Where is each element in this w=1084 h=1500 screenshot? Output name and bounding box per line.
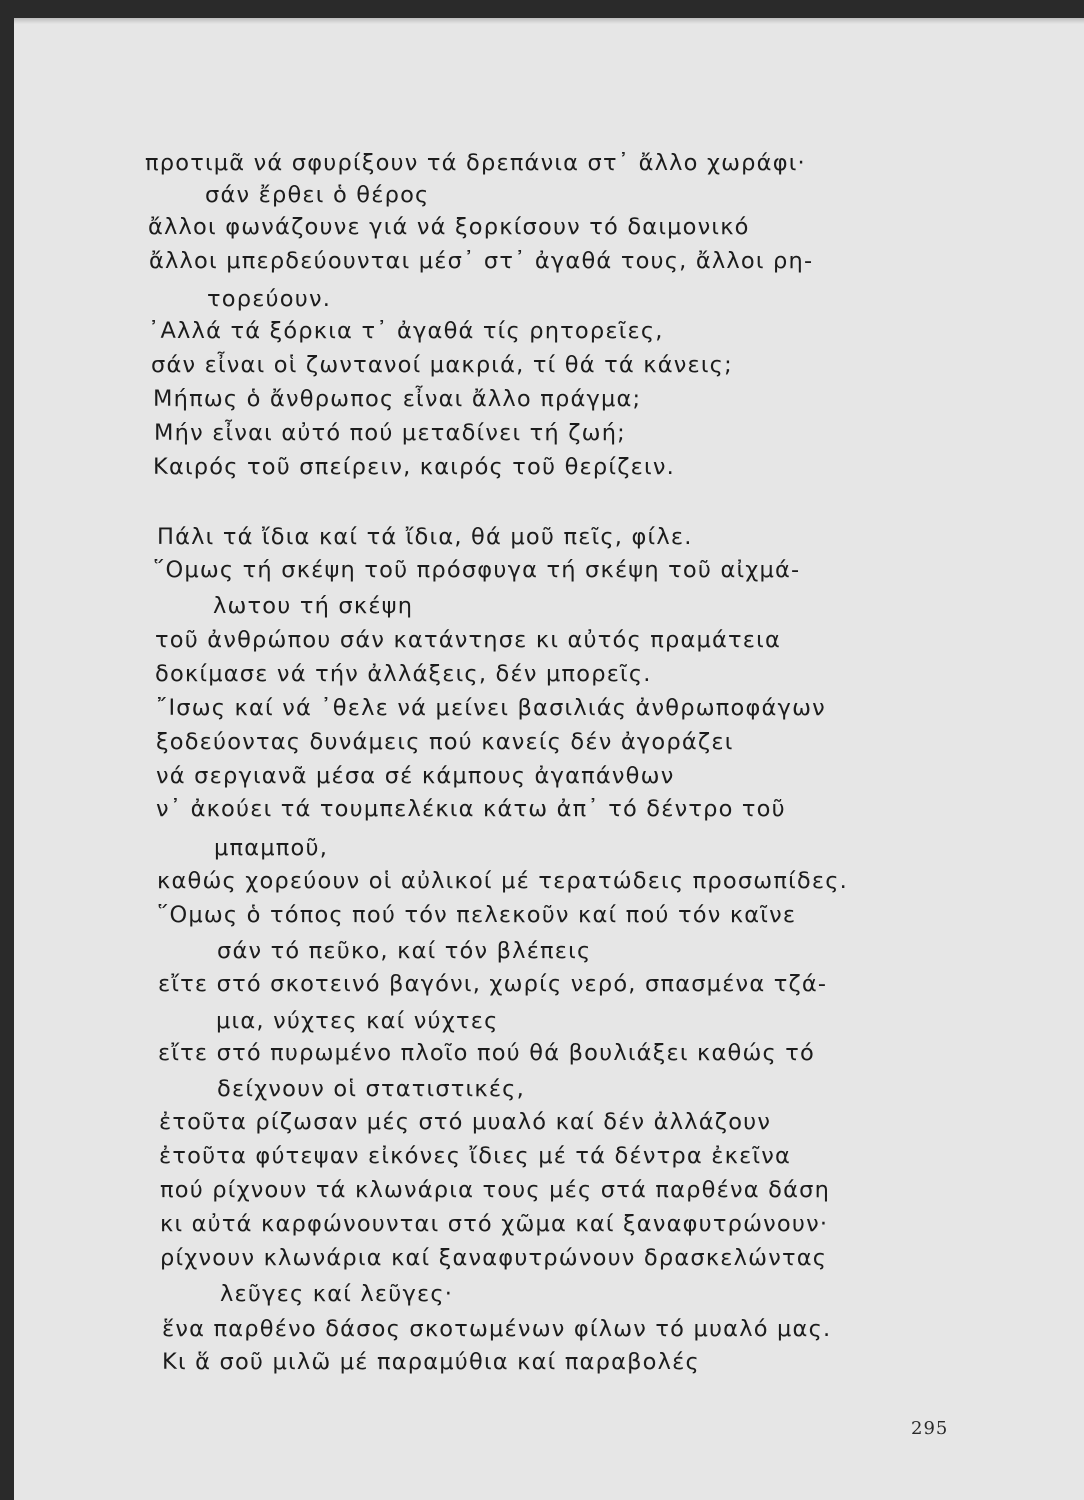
poem-line: μια, νύχτες καί νύχτες: [216, 1008, 499, 1034]
poem-line: ἐτοῦτα φύτεψαν εἰκόνες ἴδιες μέ τά δέντρα ἐκεῖνα: [159, 1143, 792, 1169]
poem-line: Μήν εἶναι αὐτό πού μεταδίνει τή ζωή;: [154, 420, 626, 446]
poem-line: δοκίμασε νά τήν ἀλλάξεις, δέν μπορεῖς.: [155, 661, 652, 687]
poem-line: σάν ἔρθει ὁ θέρος: [205, 182, 430, 208]
poem-line: πού ρίχνουν τά κλωνάρια τους μές στά παρθένα δάση: [160, 1177, 831, 1203]
poem-line: Μήπως ὁ ἄνθρωπος εἶναι ἄλλο πράγμα;: [153, 386, 642, 412]
poem-line: ν᾽ ἀκούει τά τουμπελέκια κάτω ἀπ᾽ τό δέντρο τοῦ: [156, 796, 786, 822]
poem-line: καθώς χορεύουν οἱ αὐλικοί μέ τερατώδεις προσωπίδες.: [157, 868, 848, 894]
poem-line: ξοδεύοντας δυνάμεις πού κανείς δέν ἀγοράζει: [156, 729, 734, 755]
poem-line: εἴτε στό σκοτεινό βαγόνι, χωρίς νερό, σπασμένα τζά-: [158, 971, 828, 997]
poem-line: νά σεργιανᾶ μέσα σέ κάμπους ἀγαπάνθων: [156, 763, 675, 789]
poem-line: ἄλλοι φωνάζουνε γιά νά ξορκίσουν τό δαιμονικό: [148, 214, 750, 240]
poem-line: ἐτοῦτα ρίζωσαν μές στό μυαλό καί δέν ἀλλάζουν: [159, 1109, 772, 1135]
poem-line: τορεύουν.: [207, 286, 332, 312]
poem-line: κι αὐτά καρφώνουνται στό χῶμα καί ξαναφυτρώνουν·: [160, 1211, 829, 1237]
poem-line: Καιρός τοῦ σπείρειν, καιρός τοῦ θερίζειν.: [153, 454, 675, 480]
poem-line: τοῦ ἀνθρώπου σάν κατάντησε κι αὐτός πραμάτεια: [155, 627, 781, 653]
page-number: 295: [911, 1418, 949, 1439]
book-page: [14, 18, 1084, 1500]
poem-line: σάν εἶναι οἱ ζωντανοί μακριά, τί θά τά κάνεις;: [151, 352, 733, 378]
poem-line: ῞Ομως τή σκέψη τοῦ πρόσφυγα τή σκέψη τοῦ αἰχμά-: [153, 557, 801, 583]
poem-line: ᾽Αλλά τά ξόρκια τ᾽ ἀγαθά τίς ρητορεῖες,: [148, 318, 664, 344]
poem-line: ῎Ισως καί νά ᾽θελε νά μείνει βασιλιάς ἀνθρωποφάγων: [156, 695, 826, 721]
poem-line: Πάλι τά ἴδια καί τά ἴδια, θά μοῦ πεῖς, φίλε.: [157, 524, 693, 550]
poem-line: λεῦγες καί λεῦγες·: [220, 1281, 454, 1307]
poem-line: εἴτε στό πυρωμένο πλοῖο πού θά βουλιάξει καθώς τό: [158, 1040, 815, 1066]
poem-line: ρίχνουν κλωνάρια καί ξαναφυτρώνουν δρασκελώντας: [160, 1245, 828, 1271]
poem-line: λωτου τή σκέψη: [213, 593, 414, 619]
poem-line: Κι ἅ σοῦ μιλῶ μέ παραμύθια καί παραβολές: [162, 1349, 700, 1375]
poem-line: μπαμποῦ,: [214, 835, 329, 861]
poem-line: ῞Ομως ὁ τόπος πού τόν πελεκοῦν καί πού τόν καῖνε: [157, 902, 797, 928]
poem-line: σάν τό πεῦκο, καί τόν βλέπεις: [217, 938, 592, 964]
poem-line: προτιμᾶ νά σφυρίξουν τά δρεπάνια στ᾽ ἄλλο χωράφι·: [145, 150, 806, 176]
poem-line: δείχνουν οἱ στατιστικές,: [217, 1076, 525, 1102]
poem-line: ἄλλοι μπερδεύουνται μέσ᾽ στ᾽ ἀγαθά τους, ἄλλοι ρη-: [149, 248, 814, 274]
poem-line: ἕνα παρθένο δάσος σκοτωμένων φίλων τό μυαλό μας.: [162, 1316, 832, 1342]
poem-text: [14, 18, 1084, 1500]
